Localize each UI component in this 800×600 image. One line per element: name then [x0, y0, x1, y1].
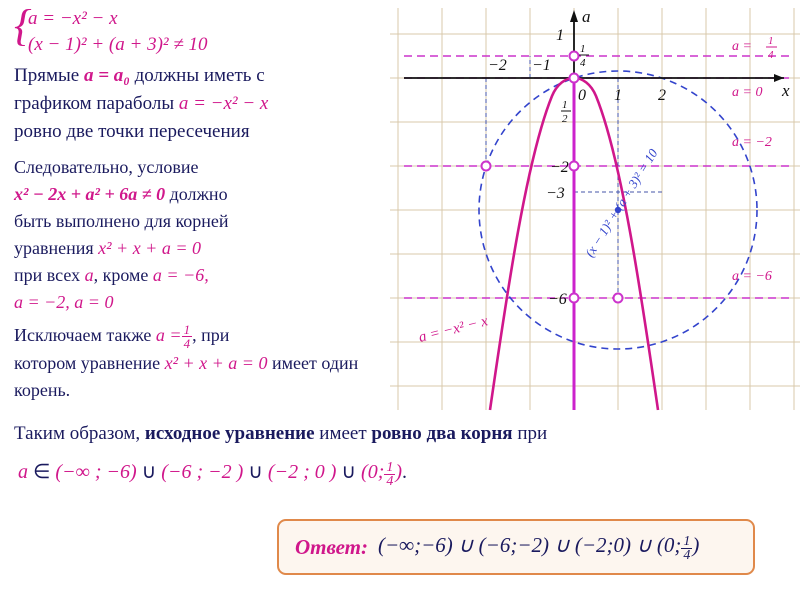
- y-tick-half: [561, 99, 571, 125]
- parabola-label: a = −x² − x: [417, 313, 490, 346]
- x-tick-one: 1: [614, 87, 622, 104]
- circle-label: (x − 1)² + (a + 3)² = 10: [581, 146, 661, 260]
- p1-text-a: Прямые: [14, 65, 84, 86]
- system-line-2: (x − 1)² + (a + 3)² ≠ 10: [28, 34, 208, 55]
- conclusion-line: [14, 420, 784, 448]
- point-origin: [570, 74, 579, 83]
- y-tick-quarter-den: 4: [580, 57, 586, 69]
- concl-text-a: Таким образом,: [14, 423, 145, 444]
- set-interval-3: (−2 ; 0 ): [267, 461, 337, 483]
- answer-frac-numerator: 1: [683, 533, 691, 549]
- paragraph-3: [14, 322, 386, 404]
- line-label-minus2: a = −2: [732, 135, 772, 150]
- answer-union-2: ∪: [554, 532, 570, 557]
- answer-expression: [378, 533, 699, 562]
- set-member-icon: ∈: [33, 461, 51, 483]
- line-label-quarter-den: 4: [768, 49, 774, 61]
- p2-eq-condition: x² − 2x + a² + 6a ≠ 0: [14, 184, 166, 204]
- answer-interval-2: (−6;−2): [478, 532, 549, 557]
- union-icon-1: ∪: [141, 461, 157, 483]
- line-label-minus6: a = −6: [732, 269, 772, 284]
- line-label-zero: a = 0: [732, 85, 763, 100]
- x-tick-minus2: −2: [488, 57, 507, 74]
- set-interval-4-open: (0;: [361, 461, 385, 483]
- paragraph-1: [14, 62, 386, 146]
- axis-label-a: a: [582, 7, 591, 26]
- concl-period: .: [402, 461, 408, 483]
- answer-frac-denominator: 4: [683, 547, 691, 563]
- a-axis-arrow: [570, 10, 578, 22]
- answer-union-3: ∪: [636, 532, 652, 557]
- x-tick-minus1: −1: [532, 57, 551, 74]
- answer-fraction: [681, 535, 692, 562]
- axis-label-x: x: [782, 81, 790, 100]
- set-interval-1: (−∞ ; −6): [55, 461, 137, 483]
- p2-var-a: a: [84, 265, 94, 285]
- system-line-1: a = −x² − x: [28, 8, 118, 29]
- y-tick-minus2: −2: [550, 159, 569, 176]
- y-tick-minus3: −3: [546, 185, 565, 202]
- paragraph-2: [14, 154, 386, 316]
- y-tick-half-den: 2: [562, 113, 568, 125]
- p3-text-b: , при: [192, 325, 230, 345]
- concl-text-d: ровно два корня: [371, 423, 513, 444]
- concl-text-e: при: [512, 423, 548, 444]
- p2-eq-minus2-zero: a = −2, a = 0: [14, 292, 114, 312]
- answer-interval-4-open: (0;: [656, 532, 682, 557]
- solution-text-column: [14, 1, 386, 404]
- concl-text-c: имеет: [314, 423, 372, 444]
- line-label-quarter: [732, 35, 777, 61]
- point-minus2-left: [482, 162, 491, 171]
- p2-text-f: , кроме: [93, 265, 153, 285]
- p1-eq-parabola: a = −x² − x: [178, 93, 269, 114]
- point-minus6-right: [614, 294, 623, 303]
- point-vertex: [570, 52, 579, 61]
- line-label-quarter-num: 1: [768, 35, 774, 47]
- concl-text-b: исходное уравнение: [144, 423, 315, 444]
- y-tick-minus6: −6: [548, 291, 567, 308]
- p2-text-d: уравнения: [14, 238, 99, 258]
- set-interval-4-fraction: [384, 461, 395, 488]
- coordinate-plot: [386, 0, 800, 418]
- p2-text-b: должно: [165, 184, 228, 204]
- p2-text-e: при всех: [14, 265, 85, 285]
- answer-label: Ответ:: [295, 534, 368, 559]
- answer-interval-1: (−∞;−6): [378, 532, 453, 557]
- p3-text-d: имеет один корень.: [14, 353, 359, 400]
- x-tick-two: 2: [658, 87, 666, 104]
- set4-frac-denominator: 4: [386, 474, 394, 489]
- p2-text-a: Следовательно, условие: [14, 157, 199, 177]
- p2-eq-minus6: a = −6,: [152, 265, 209, 285]
- x-tick-zero: 0: [578, 87, 586, 104]
- p3-frac-numerator: 1: [183, 322, 191, 337]
- p3-frac-denominator: 4: [183, 336, 191, 351]
- solution-set-line: [18, 455, 788, 489]
- union-icon-2: ∪: [248, 461, 263, 483]
- p2-eq-roots: x² + x + a = 0: [98, 238, 201, 258]
- p3-text-a: Исключаем также: [14, 325, 156, 345]
- p1-text-b: должны иметь с: [129, 65, 265, 86]
- answer-box: [277, 519, 755, 575]
- union-icon-3: ∪: [341, 461, 357, 483]
- set-interval-4-close: ): [395, 461, 403, 483]
- answer-interval-3: (−2;0): [574, 532, 632, 557]
- p1-text-c: графиком параболы: [14, 93, 179, 114]
- y-tick-half-num: 1: [562, 99, 568, 111]
- p3-eq-roots: x² + x + a = 0: [164, 353, 268, 373]
- y-tick-quarter-num: 1: [580, 43, 586, 55]
- answer-interval-4-close: ): [692, 532, 700, 557]
- p2-text-c: быть выполнено для корней: [14, 211, 229, 231]
- system-of-equations: [14, 1, 386, 58]
- y-tick-one: 1: [556, 27, 564, 44]
- point-minus2-right: [570, 162, 579, 171]
- p3-fraction-quarter: [182, 323, 193, 350]
- point-minus6-left: [570, 294, 579, 303]
- set-var-a: a: [18, 461, 28, 483]
- p3-text-c: котором уравнение: [14, 353, 165, 373]
- p1-text-d: ровно две точки пересечения: [14, 121, 250, 142]
- curly-brace-icon: {: [14, 1, 32, 50]
- p1-eq-a0: a = a₀: [83, 65, 130, 86]
- line-label-quarter-text: a =: [732, 39, 752, 54]
- intersection-points: [482, 52, 623, 303]
- set-interval-2: (−6 ; −2 ): [161, 461, 244, 483]
- answer-union-1: ∪: [458, 532, 474, 557]
- p3-eq-quarter: a =: [155, 325, 182, 345]
- set4-frac-numerator: 1: [386, 460, 394, 475]
- grid-lines: [390, 8, 800, 410]
